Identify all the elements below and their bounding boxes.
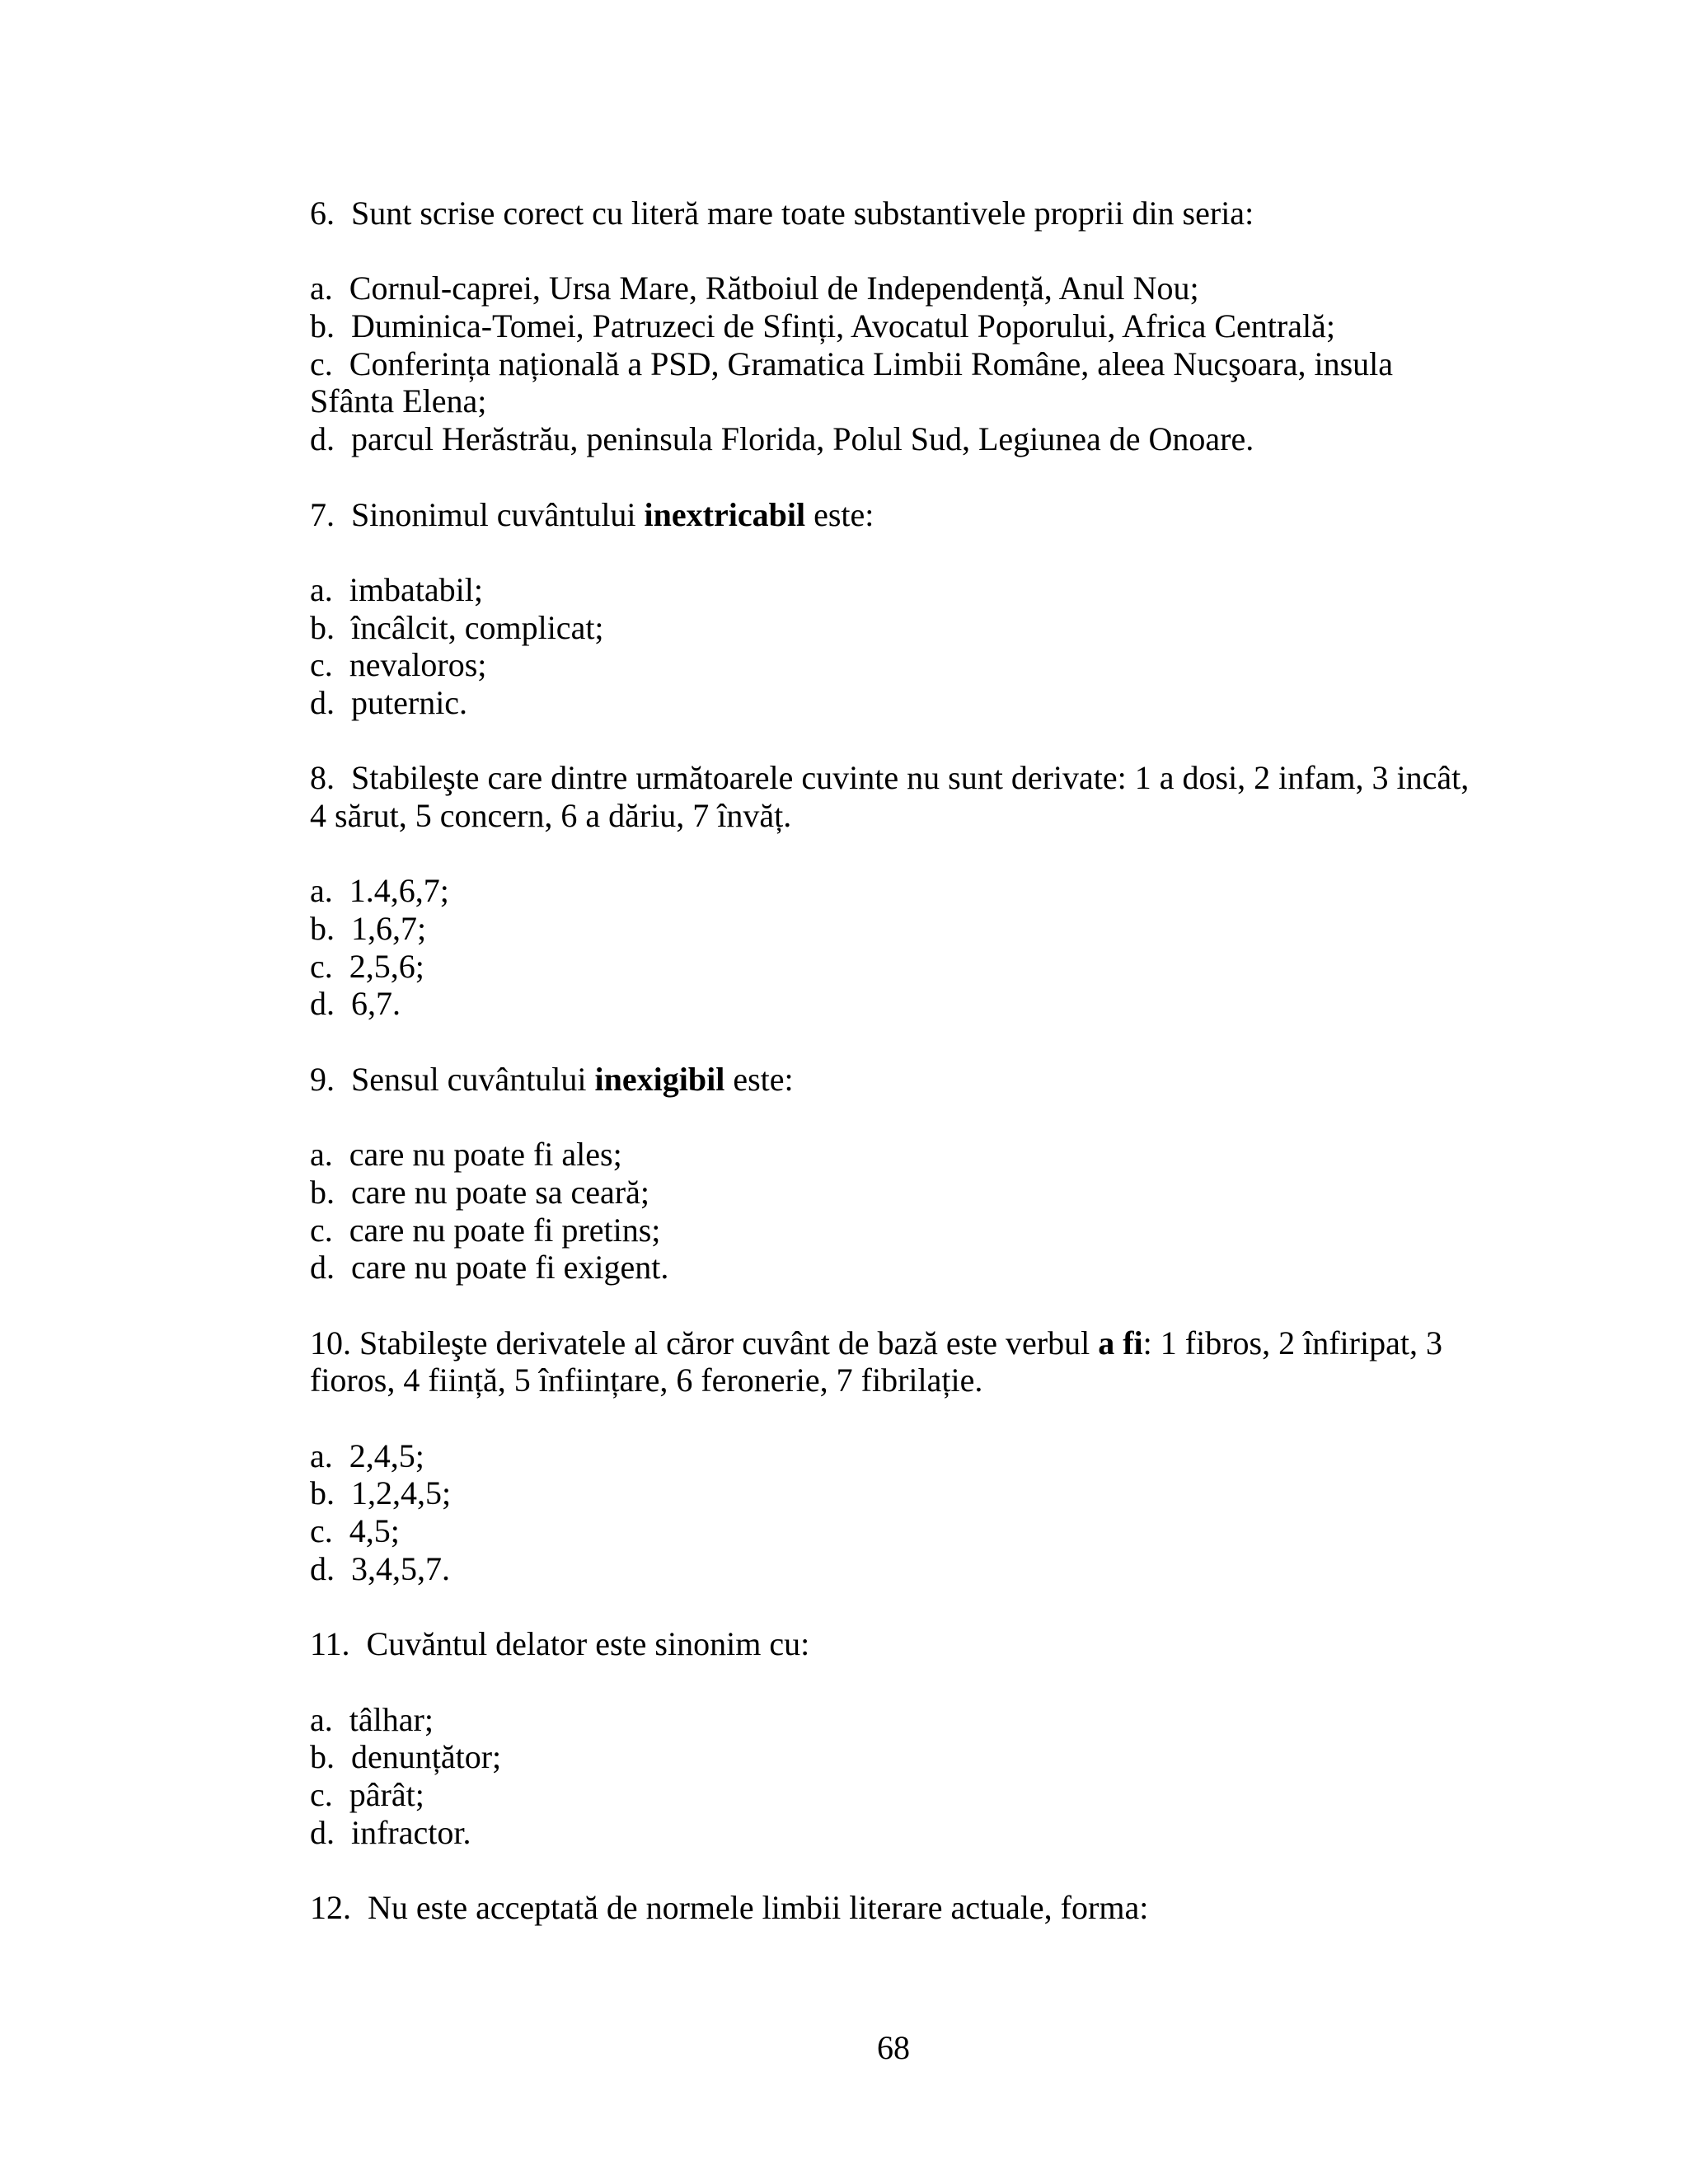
option-a — [310, 571, 1477, 609]
question-9 — [310, 1061, 1477, 1286]
option-text: denunțător; — [351, 1738, 502, 1776]
question-number: 9. — [310, 1060, 335, 1098]
option-letter: d. — [310, 1249, 335, 1286]
option-text: 4,5; — [349, 1512, 400, 1550]
question-number: 10. — [310, 1324, 351, 1361]
option-letter: d. — [310, 683, 335, 721]
question-text: Sunt scrise corect cu literă mare toate substantivele proprii din seria: — [351, 194, 1254, 232]
question-number: 7. — [310, 495, 335, 533]
question-number: 8. — [310, 759, 335, 797]
option-letter: c. — [310, 1512, 333, 1550]
question-6 — [310, 194, 1477, 458]
option-text: 6,7. — [351, 985, 401, 1023]
option-d — [310, 1814, 1477, 1852]
option-a — [310, 1136, 1477, 1174]
option-letter: b. — [310, 608, 335, 646]
option-text: tâlhar; — [349, 1700, 434, 1738]
option-text: imbatabil; — [349, 570, 483, 608]
option-b — [310, 910, 1477, 948]
option-letter: c. — [310, 646, 333, 684]
option-letter: a. — [310, 1436, 333, 1474]
options-list — [310, 1701, 1477, 1852]
option-letter: b. — [310, 1474, 335, 1512]
question-keyword: inextricabil — [644, 495, 806, 533]
options-list — [310, 269, 1477, 457]
option-letter: a. — [310, 872, 333, 910]
question-number: 11. — [310, 1625, 350, 1663]
option-text: încâlcit, complicat; — [351, 608, 604, 646]
options-list — [310, 872, 1477, 1023]
option-text: parcul Herăstrău, peninsula Florida, Polul Sud, Legiunea de Onoare. — [351, 420, 1254, 458]
option-c — [310, 1512, 1477, 1550]
option-b — [310, 307, 1477, 345]
option-letter: b. — [310, 910, 335, 948]
option-c — [310, 345, 1477, 383]
question-8 — [310, 759, 1477, 1023]
option-text: nevaloros; — [349, 646, 487, 684]
option-c — [310, 646, 1477, 684]
option-c — [310, 1776, 1477, 1814]
option-a — [310, 1437, 1477, 1475]
option-text: 3,4,5,7. — [351, 1549, 450, 1587]
question-text-end: este: — [724, 1060, 794, 1098]
option-letter: d. — [310, 1549, 335, 1587]
option-letter: b. — [310, 1173, 335, 1211]
option-d — [310, 1249, 1477, 1286]
option-c — [310, 1212, 1477, 1249]
question-line — [310, 1324, 1477, 1362]
question-line — [310, 194, 1477, 232]
option-text: Cornul-caprei, Ursa Mare, Rătboiul de Independență, Anul Nou; — [349, 269, 1199, 307]
option-a — [310, 269, 1477, 307]
question-line — [310, 1625, 1477, 1663]
question-line — [310, 496, 1477, 534]
question-line — [310, 1061, 1477, 1099]
option-b — [310, 1738, 1477, 1776]
option-a — [310, 1701, 1477, 1739]
question-7 — [310, 496, 1477, 722]
question-number: 6. — [310, 194, 335, 232]
option-letter: d. — [310, 985, 335, 1023]
option-letter: c. — [310, 947, 333, 985]
option-c-continuation: Sfânta Elena; — [310, 382, 487, 420]
question-continuation: fioros, 4 ființă, 5 înființare, 6 feronerie, 7 fibrilație. — [310, 1361, 983, 1399]
option-text: Conferința națională a PSD, Gramatica Limbii Române, aleea Nucşoara, insula — [349, 344, 1394, 382]
question-keyword: inexigibil — [594, 1060, 725, 1098]
question-line — [310, 759, 1477, 797]
option-text: care nu poate fi exigent. — [351, 1249, 669, 1286]
question-11 — [310, 1625, 1477, 1851]
option-text: 1,2,4,5; — [351, 1474, 452, 1512]
option-d — [310, 985, 1477, 1023]
question-text-end: : 1 fibros, 2 înfiripat, 3 — [1142, 1324, 1442, 1361]
option-text: care nu poate sa ceară; — [351, 1173, 649, 1211]
question-text: Stabileşte derivatele al căror cuvânt de bază este verbul — [359, 1324, 1099, 1361]
option-letter: d. — [310, 420, 335, 458]
option-d — [310, 1550, 1477, 1588]
option-d — [310, 684, 1477, 722]
option-letter: b. — [310, 1738, 335, 1776]
options-list — [310, 1437, 1477, 1588]
question-keyword: a fi — [1098, 1324, 1143, 1361]
option-a — [310, 872, 1477, 910]
option-letter: b. — [310, 307, 335, 345]
question-text-end: este: — [805, 495, 874, 533]
option-letter: c. — [310, 1775, 333, 1813]
option-text: pârât; — [349, 1775, 424, 1813]
option-b — [310, 1474, 1477, 1512]
option-b — [310, 609, 1477, 647]
option-text: infractor. — [351, 1813, 471, 1851]
page-content — [310, 194, 1477, 1964]
option-b — [310, 1174, 1477, 1212]
option-text: 2,4,5; — [349, 1436, 424, 1474]
question-text: Stabileşte care dintre următoarele cuvinte nu sunt derivate: 1 a dosi, 2 infam, 3 incât, — [351, 759, 1470, 797]
option-letter: c. — [310, 344, 333, 382]
option-d — [310, 420, 1477, 458]
question-continuation: 4 sărut, 5 concern, 6 a dăriu, 7 învăț. — [310, 797, 792, 834]
option-letter: a. — [310, 1700, 333, 1738]
question-number: 12. — [310, 1888, 351, 1926]
question-line — [310, 1889, 1477, 1927]
option-letter: a. — [310, 1136, 333, 1174]
question-12 — [310, 1889, 1477, 1927]
option-text: care nu poate fi ales; — [349, 1136, 622, 1174]
question-10 — [310, 1324, 1477, 1588]
option-letter: a. — [310, 570, 333, 608]
options-list — [310, 1136, 1477, 1286]
question-text: Cuvăntul delator este sinonim cu: — [366, 1625, 810, 1663]
option-text: care nu poate fi pretins; — [349, 1211, 661, 1249]
option-letter: d. — [310, 1813, 335, 1851]
option-text: 1,6,7; — [351, 910, 427, 948]
option-text: 2,5,6; — [349, 947, 424, 985]
question-text: Sensul cuvântului — [351, 1060, 595, 1098]
option-text: 1.4,6,7; — [349, 872, 449, 910]
page-number: 68 — [877, 2029, 910, 2066]
option-letter: c. — [310, 1211, 333, 1249]
question-text: Sinonimul cuvântului — [351, 495, 645, 533]
options-list — [310, 571, 1477, 722]
option-c — [310, 948, 1477, 986]
option-text: puternic. — [351, 683, 468, 721]
option-letter: a. — [310, 269, 333, 307]
question-text: Nu este acceptată de normele limbii literare actuale, forma: — [368, 1888, 1149, 1926]
option-text: Duminica-Tomei, Patruzeci de Sfinți, Avocatul Poporului, Africa Centrală; — [351, 307, 1335, 345]
